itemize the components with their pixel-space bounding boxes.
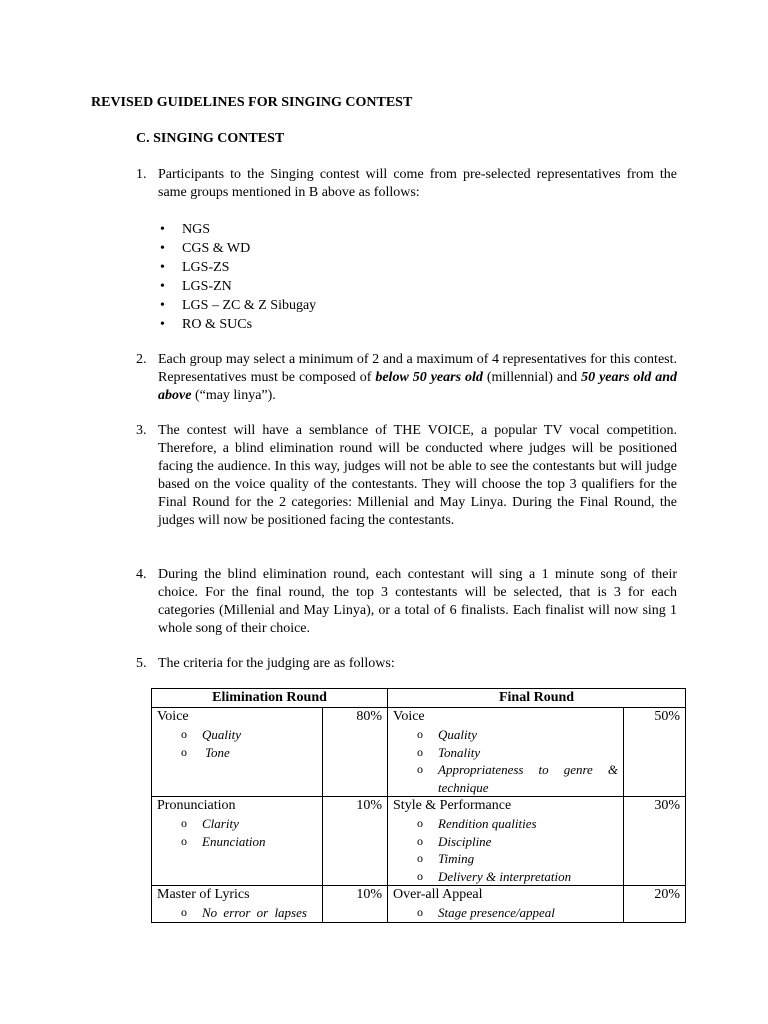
list-item: o No error or lapses [181, 905, 307, 920]
list-item: o Stage presence/appeal [417, 905, 555, 920]
bullet-icon: • [160, 260, 165, 275]
item-text: The criteria for the judging are as follows: [158, 656, 395, 671]
weight-cell: 20% [624, 886, 686, 923]
hollow-bullet-icon: o [417, 762, 424, 776]
table-row [152, 797, 686, 886]
criterion-name: Pronunciation [157, 798, 236, 813]
bullet-icon: • [160, 298, 165, 313]
criterion-name: Voice [157, 709, 189, 724]
hollow-bullet-icon: o [181, 905, 187, 919]
weight-cell: 10% [323, 886, 388, 923]
list-item: • LGS-ZN [160, 279, 232, 294]
hollow-bullet-icon: o [417, 727, 424, 741]
list-item: • CGS & WD [160, 241, 251, 256]
guideline-item-3 [136, 422, 677, 530]
elimination-round-header: Elimination Round [152, 689, 388, 708]
guideline-item-2 [136, 351, 677, 405]
list-item: o Quality [181, 727, 241, 742]
list-item: o Timing [417, 851, 475, 866]
hollow-bullet-icon: o [181, 833, 187, 848]
list-item: o Rendition qualities [417, 816, 537, 831]
list-item: • LGS – ZC & Z Sibugay [160, 298, 317, 313]
hollow-bullet-icon: o [181, 727, 187, 741]
hollow-bullet-icon: o [417, 905, 424, 919]
hollow-bullet-icon: o [181, 744, 187, 759]
list-item: o Tonality [417, 744, 481, 760]
weight-cell: 50% [624, 708, 686, 797]
item-text: Each group may select a minimum of 2 and a maximum of 4 representatives for this contest. Representatives must be composed of below 50 years old (millennial) and 50 years old and above (“may linya”). [158, 352, 678, 403]
sub-criteria-list [157, 726, 317, 761]
bullet-icon: • [160, 317, 165, 332]
criterion-cell [388, 708, 624, 797]
sub-criteria-list [157, 815, 317, 850]
criterion-cell [152, 886, 323, 923]
criterion-cell [388, 797, 624, 886]
guideline-item-5 [136, 655, 677, 673]
final-round-header: Final Round [388, 689, 686, 708]
list-item: o Quality [417, 727, 478, 742]
table-row [152, 886, 686, 923]
item-text: During the blind elimination round, each contestant will sing a 1 minute song of their choice. For the final round, the top 3 contestants will be selected, that is 3 for each categories (Millenial and May Linya), or a total of 6 finalists. Each finalist will now sing 1 whole song of their choice. [158, 567, 677, 636]
participant-groups-list [158, 220, 316, 334]
list-item: • RO & SUCs [160, 317, 253, 332]
criterion-name: Master of Lyrics [157, 887, 250, 902]
list-item: o Tone [181, 744, 230, 760]
bullet-icon: • [160, 279, 165, 294]
judging-criteria-table [151, 688, 686, 923]
hollow-bullet-icon: o [417, 868, 424, 883]
guideline-item-4 [136, 566, 677, 638]
item-text: Participants to the Singing contest will come from pre-selected representatives from the same groups mentioned in B above as follows: [158, 167, 677, 200]
list-item: • NGS [160, 222, 211, 237]
criterion-cell [152, 708, 323, 797]
list-item: o Enunciation [181, 833, 266, 849]
guideline-item-1 [136, 166, 677, 202]
list-item: o Clarity [181, 816, 239, 831]
sub-criteria-list [393, 904, 618, 922]
section-heading: C. SINGING CONTEST [136, 131, 285, 146]
hollow-bullet-icon: o [417, 744, 424, 759]
sub-criteria-list [157, 904, 317, 922]
list-item: o Appropriateness to genre & technique [417, 762, 619, 795]
criterion-cell [388, 886, 624, 923]
weight-cell: 10% [323, 797, 388, 886]
criterion-name: Over-all Appeal [393, 887, 483, 902]
weight-cell: 30% [624, 797, 686, 886]
criterion-cell [152, 797, 323, 886]
weight-cell: 80% [323, 708, 388, 797]
sub-criteria-list [393, 726, 618, 796]
item-number: 3. [136, 423, 147, 438]
hollow-bullet-icon: o [417, 833, 424, 848]
item-number: 2. [136, 352, 147, 367]
list-item: • LGS-ZS [160, 260, 230, 275]
item-number: 5. [136, 656, 147, 671]
list-item: o Discipline [417, 833, 492, 849]
bullet-icon: • [160, 222, 165, 237]
hollow-bullet-icon: o [417, 851, 424, 865]
criterion-name: Style & Performance [393, 798, 512, 813]
table-row [152, 708, 686, 797]
table-header-row [152, 689, 686, 708]
document-title: REVISED GUIDELINES FOR SINGING CONTEST [91, 95, 413, 110]
criterion-name: Voice [393, 709, 425, 724]
hollow-bullet-icon: o [417, 816, 424, 830]
item-number: 4. [136, 567, 147, 582]
item-text: The contest will have a semblance of THE VOICE, a popular TV vocal competition. Therefore, a blind elimination round will be conducted where judges will be positioned facing the audience. In this way, judges will not be able to see the contestants but will judge based on the voice quality of the contestants. They will choose the top 3 qualifiers for the Final Round for the 2 categories: Millenial and May Linya. During the Final Round, the judges will now be positioned facing the contestants. [158, 423, 677, 528]
bullet-icon: • [160, 241, 165, 256]
item-number: 1. [136, 167, 147, 182]
hollow-bullet-icon: o [181, 816, 187, 830]
sub-criteria-list [393, 815, 618, 885]
list-item: o Delivery & interpretation [417, 868, 572, 884]
